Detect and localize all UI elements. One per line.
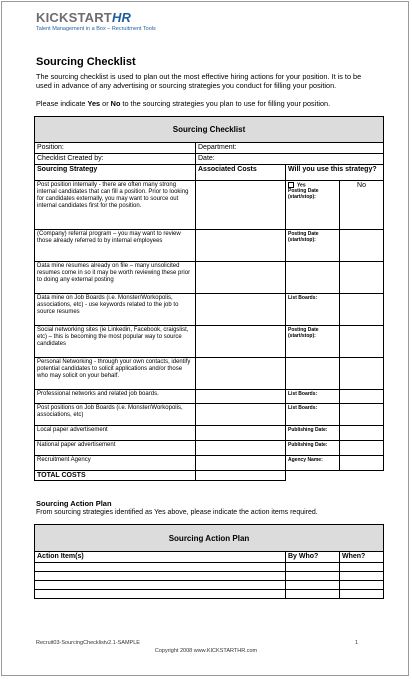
strategy-cell: Post positions on Job Boards (i.e. Monster/Workopolis, associations, etc) — [35, 404, 196, 426]
note-cell[interactable]: Agency Name: — [286, 456, 340, 471]
no-cell[interactable] — [340, 294, 384, 326]
strategy-cell: Recruitment Agency — [35, 456, 196, 471]
when-cell[interactable] — [340, 563, 384, 572]
action-item-cell[interactable] — [35, 572, 286, 581]
strategy-cell: Data mine resumes already on file – many unsolicited resumes come in so it may be worth reviewing these prior to doing any external posting — [35, 262, 196, 294]
strategy-cell: Professional networks and related job boards. — [35, 390, 196, 404]
note-cell[interactable]: List Boards: — [286, 404, 340, 426]
page-title: Sourcing Checklist — [36, 56, 136, 68]
action-plan-heading: Sourcing Action Plan — [36, 499, 112, 508]
table-row — [35, 358, 384, 390]
no-cell[interactable] — [340, 230, 384, 262]
no-cell[interactable] — [340, 456, 384, 471]
cost-cell[interactable] — [196, 456, 286, 471]
footer-copyright: Copyright 2008 www.KICKSTARTHR.com — [154, 648, 258, 654]
cost-cell[interactable] — [196, 326, 286, 358]
action-plan-table — [34, 524, 384, 599]
note-cell[interactable]: Publishing Date: — [286, 441, 340, 456]
strategy-cell: Social networking sites (ie Linkedin, Facebook, craigslist, etc) – this is becoming the most popular way to source candidates — [35, 326, 196, 358]
col-header-action-items: Action Item(s) — [35, 552, 286, 563]
cost-cell[interactable] — [196, 426, 286, 441]
note-cell[interactable]: Publishing Date: — [286, 426, 340, 441]
col-header-costs: Associated Costs — [196, 165, 286, 181]
by-who-cell[interactable] — [286, 590, 340, 599]
cost-cell[interactable] — [196, 358, 286, 390]
no-cell[interactable] — [340, 358, 384, 390]
footer-document-id: Recruit03-SourcingChecklistv2.1-SAMPLE — [36, 640, 140, 646]
by-who-cell[interactable] — [286, 572, 340, 581]
position-field[interactable]: Position: — [35, 143, 196, 154]
note-cell[interactable]: Posting Date (start/stop): — [286, 230, 340, 262]
action-item-cell[interactable] — [35, 563, 286, 572]
cost-cell[interactable] — [196, 404, 286, 426]
no-cell[interactable] — [340, 426, 384, 441]
table-row — [35, 456, 384, 471]
col-header-strategy: Sourcing Strategy — [35, 165, 196, 181]
note-cell[interactable]: Posting Date (start/stop): — [286, 326, 340, 358]
cost-cell[interactable] — [196, 390, 286, 404]
total-costs-label: TOTAL COSTS — [35, 471, 196, 481]
table-row — [35, 294, 384, 326]
cost-cell[interactable] — [196, 441, 286, 456]
no-cell[interactable] — [340, 441, 384, 456]
yes-cell[interactable]: Yes Posting Date (start/stop): — [286, 181, 340, 230]
cost-cell[interactable] — [196, 181, 286, 230]
no-cell[interactable]: No — [340, 181, 384, 230]
note-cell[interactable] — [286, 358, 340, 390]
intro-paragraph: The sourcing checklist is used to plan out the most effective hiring actions for your position. It is to be used in advance of any advertising or sourcing strategies you conduct for filling your position. — [36, 72, 362, 90]
strategy-cell: Personal Networking - through your own contacts, identify potential candidates to solicit applications and/or those who may solicit on your behalf. — [35, 358, 196, 390]
action-item-cell[interactable] — [35, 590, 286, 599]
note-cell[interactable]: List Boards: — [286, 390, 340, 404]
footer-page-number: 1 — [355, 640, 359, 646]
table-row — [35, 581, 384, 590]
no-cell[interactable] — [340, 326, 384, 358]
by-who-cell[interactable] — [286, 581, 340, 590]
date-field[interactable]: Date: — [196, 154, 384, 165]
checkbox-icon[interactable] — [288, 182, 294, 188]
total-costs-value[interactable] — [196, 471, 286, 481]
note-cell[interactable]: List Boards: — [286, 294, 340, 326]
cost-cell[interactable] — [196, 294, 286, 326]
table-row — [35, 404, 384, 426]
no-cell[interactable] — [340, 262, 384, 294]
note-cell[interactable] — [286, 262, 340, 294]
cost-cell[interactable] — [196, 230, 286, 262]
checklist-title: Sourcing Checklist — [35, 117, 384, 143]
cost-cell[interactable] — [196, 262, 286, 294]
table-row — [35, 426, 384, 441]
col-header-when: When? — [340, 552, 384, 563]
department-field[interactable]: Department: — [196, 143, 384, 154]
strategy-cell: Local paper advertisement — [35, 426, 196, 441]
when-cell[interactable] — [340, 572, 384, 581]
action-item-cell[interactable] — [35, 581, 286, 590]
by-who-cell[interactable] — [286, 563, 340, 572]
action-plan-intro: From sourcing strategies identified as Yes above, please indicate the action items required. — [36, 509, 318, 516]
table-row — [35, 181, 384, 230]
table-row — [35, 390, 384, 404]
table-row — [35, 563, 384, 572]
strategy-cell: National paper advertisement — [35, 441, 196, 456]
col-header-by-who: By Who? — [286, 552, 340, 563]
no-cell[interactable] — [340, 404, 384, 426]
no-cell[interactable] — [340, 390, 384, 404]
col-header-use: Will you use this strategy? — [286, 165, 384, 181]
table-row — [35, 262, 384, 294]
logo-tagline: Talent Management in a Box – Recruitment Tools — [36, 26, 156, 32]
strategy-cell: (Company) referral program – you may want to review those already referred to by internal employees — [35, 230, 196, 262]
table-row — [35, 441, 384, 456]
table-row — [35, 590, 384, 599]
instruction-text: Please indicate Yes or No to the sourcing strategies you plan to use for filling your position. — [36, 99, 331, 108]
sourcing-checklist-table — [34, 116, 384, 481]
when-cell[interactable] — [340, 581, 384, 590]
created-by-field[interactable]: Checklist Created by: — [35, 154, 196, 165]
action-plan-title: Sourcing Action Plan — [35, 525, 384, 552]
when-cell[interactable] — [340, 590, 384, 599]
table-row — [35, 230, 384, 262]
kickstart-logo: KICKSTARTHR Talent Management in a Box – Recruitment Tools — [36, 10, 156, 32]
strategy-cell: Post position internally - there are often many strong internal candidates that can fill a position. Prior to looking for candidates externally, you may want to source out internal candidates first for the position. — [35, 181, 196, 230]
empty-cell — [286, 471, 384, 481]
table-row — [35, 572, 384, 581]
strategy-cell: Data mine on Job Boards (i.e. Monster/Workopolis, associations, etc) - use keywords related to the job to source resumes — [35, 294, 196, 326]
table-row — [35, 326, 384, 358]
